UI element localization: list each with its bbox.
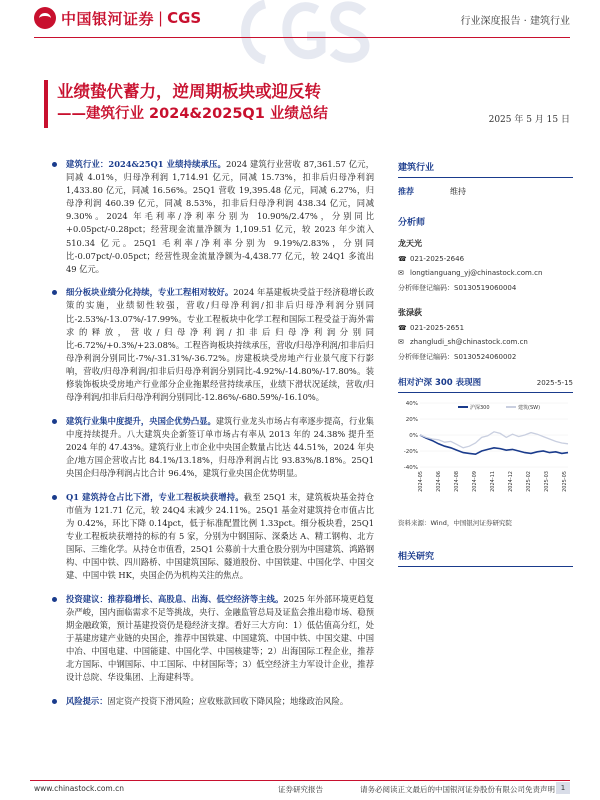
title-block xyxy=(57,80,328,126)
bullet-icon xyxy=(52,699,57,704)
paragraph-lead: 建筑行业集中度提升，央国企优势凸显。 xyxy=(66,415,216,426)
paragraph-investment xyxy=(52,593,374,685)
analyst-email[interactable]: longtianguang_yj@chinastock.com.cn xyxy=(410,269,543,277)
chart-xtick-label: 2025-02 xyxy=(526,471,532,492)
chart-xtick-label: 2024-06 xyxy=(436,471,442,492)
analyst-phone: 021-2025-2646 xyxy=(410,255,465,263)
email-icon: ✉ xyxy=(398,269,404,277)
chart-legend-label: 沪深300 xyxy=(470,405,490,411)
analyst-name: 龙天光 xyxy=(398,239,422,248)
analyst-license: 分析师登记编码：S0130519060004 xyxy=(398,284,517,292)
industry-heading: 建筑行业 xyxy=(398,160,573,178)
report-date: 2025 年 5 月 15 日 xyxy=(488,115,570,125)
page-title: 业绩蛰伏蓄力，逆周期板块或迎反转 xyxy=(57,82,321,101)
chart-xtick-label: 2024-12 xyxy=(508,471,514,492)
header-divider xyxy=(34,37,570,38)
phone-icon: ☎ xyxy=(398,255,407,263)
title-accent-bar xyxy=(44,80,48,128)
paragraph-body: 2024 建筑行业营收 87,361.57 亿元，同减 4.01%，归母净利润 1,714.91 亿元，同减 15.73%，扣非后归母净利润 1,433.80 亿元，同减 16.56%。25Q1 营收 19,395.48 亿元，同减 6.27%，归母净利润 460.39 亿元，同减 8.53%，扣非后归母净利润 438.34 亿元，同减 9.30%。2024 年毛利率/净利率分别为 10.90%/2.47%，分别同比+0.05pct/-0.28pct；经营现金流量净额为 1,109.51 亿元，较 2023 年少流入 510.34 亿元。25Q1 毛利率/净利率分别为 9.19%/2.83%，分别同比-0.07pct/-0.05pct；经营性现金流量净额为-4,438.77 亿元，较 24Q1 多流出 49 亿元。 xyxy=(66,159,374,274)
chart-ytick-label: 40% xyxy=(405,401,418,407)
company-logo xyxy=(34,7,201,29)
page-header xyxy=(0,0,600,40)
related-research-heading: 相关研究 xyxy=(398,549,573,567)
footer-disclaimer: 请务必阅读正文最后的中国银河证券股份有限公司免责声明 xyxy=(360,785,555,794)
rating-row xyxy=(398,186,573,197)
paragraph-body: 截至 25Q1 末，建筑板块基金持仓市值为 121.71 亿元，较 24Q4 末减少 24.11%。25Q1 基金对建筑持仓市值占比为 0.42%，环比下降 0.14pct，低于标准配置比例 1.33pct。细分板块看，25Q1 专业工程板块获增持的标的有 5 家，分别为中钢国际、深桑达 A、精工钢构、北方国际、三维化学。从持仓市值看，25Q1 公募前十大重仓股分别为中国建筑、鸿路钢构、中国中铁、四川路桥、中国建筑国际、隧道股份、中国铁建、中国化学、中国交建、中国中铁 HK，央国企仍为机构关注的焦点。 xyxy=(66,491,374,581)
footer-website[interactable]: www.chinastock.com.cn xyxy=(34,784,124,793)
email-icon: ✉ xyxy=(398,338,404,346)
performance-chart xyxy=(398,397,573,512)
page-subtitle: ——建筑行业 2024&2025Q1 业绩总结 xyxy=(57,106,328,122)
bullet-icon xyxy=(52,495,57,500)
page-number: 1 xyxy=(556,782,570,794)
sidebar xyxy=(398,160,573,567)
analyst-card xyxy=(398,307,573,362)
footer-divider xyxy=(30,780,570,781)
paragraph-industry xyxy=(52,158,374,276)
chart-xtick-label: 2025-03 xyxy=(544,471,550,492)
chart-date: 2025-5-15 xyxy=(536,379,573,387)
chart-xtick-label: 2024-09 xyxy=(472,471,478,492)
chart-source: 资料来源：Wind，中国银河证券研究院 xyxy=(398,519,512,527)
paragraph-body: 建筑行业龙头市场占有率逐步提高，行业集中度持续提升。八大建筑央企新签订单市场占有率从 2013 年的 24.38% 提升至 2024 年的 47.43%。建筑行业上市企业中央国企数量占比达 44.51%，2024 年央企/地方国企营收占比 84.1%/13.18%，归母净利润占比 93.83%/8.18%。25Q1 央国企归母净利润占比合计 96.4%，建筑行业央国企优势明显。 xyxy=(66,415,374,479)
paragraph-risk xyxy=(52,695,374,708)
paragraph-holdings xyxy=(52,491,374,583)
analyst-card xyxy=(398,238,573,293)
watermark-icon xyxy=(225,0,375,64)
logo-separator: | xyxy=(158,9,164,27)
chart-xtick-label: 2024-05 xyxy=(418,471,424,492)
phone-icon: ☎ xyxy=(398,324,407,332)
footer-center: 证券研究报告 xyxy=(278,785,323,794)
bullet-icon xyxy=(52,419,57,424)
paragraph-body: 固定资产投资下滑风险；应收账款回收下降风险；地缘政治风险。 xyxy=(107,695,349,706)
paragraph-body: 2024 年基建板块受益于经济稳增长政策的实施，业绩韧性较强，营收/归母净利润/扣非后归母净利润分别同比-2.53%/-13.07%/-17.99%。专业工程板块中化学工程和国际工程受益于海外需求的释放，营收/归母净利润/扣非后归母净利润分别同比-6.72%/+0.3%/+23.08%。工程咨询板块持续承压，营收/归母净利润/扣非后归母净利润分别同比-7%/-31.31%/-36.72%。房建板块受房地产行业景气度下行影响，营收/归母净利润/扣非后归母净利润分别同比-4.92%/-14.80%/-17.80%。装修装饰板块受房地产行业部分企业拖累经营持续承压，业绩下滑状况延续，营收/归母净利润/扣非后归母净利润分别同比-12.86%/-680.59%/-16.10%。 xyxy=(66,287,374,403)
analyst-name: 张渌荻 xyxy=(398,308,422,317)
rating-label: 推荐 xyxy=(398,187,414,196)
chart-ytick-label: -40% xyxy=(403,465,418,471)
logo-icon xyxy=(34,7,56,29)
paragraph-lead: 投资建议：推荐稳增长、高股息、出海、低空经济等主线。 xyxy=(66,593,284,604)
paragraph-body: 2025 年外部环境更趋复杂严峻，国内面临需求不足等挑战，央行、金融监管总局及证监会推出稳市场、稳预期金融政策，预计基建投资仍是稳经济支撑。看好三大方向：1）低估值高分红，处于基建房建产业链的央国企，推荐中国铁建、中国建筑、中国中铁、中国交建、中国中冶、中国电建、中国能建、中国化学、中国核建等；2）出海国际工程企业，推荐北方国际、中钢国际、中工国际、中材国际等；3）低空经济主力军设计企业，推荐设计总院、华设集团、上海建科等。 xyxy=(66,593,374,683)
paragraph-lead: 细分板块业绩分化持续，专业工程相对较好。 xyxy=(66,287,234,298)
paragraph-lead: 建筑行业：2024&25Q1 业绩持续承压。 xyxy=(66,159,227,169)
chart-xtick-label: 2025-05 xyxy=(562,471,568,492)
chart-ytick-label: -20% xyxy=(403,449,418,455)
paragraph-segments xyxy=(52,286,374,404)
paragraph-lead: 风险提示： xyxy=(66,695,108,706)
logo-text: 中国银河证券 xyxy=(61,9,155,28)
paragraph-lead: Q1 建筑持仓占比下滑，专业工程板块获增持。 xyxy=(66,491,244,502)
chart-ytick-label: 20% xyxy=(405,417,418,423)
bullet-icon xyxy=(52,290,57,295)
chart-legend-label: 建筑(SW) xyxy=(518,405,541,411)
rating-value: 维持 xyxy=(450,187,466,196)
bullet-icon xyxy=(52,162,57,167)
analyst-heading: 分析师 xyxy=(398,218,426,228)
analyst-phone: 021-2025-2651 xyxy=(410,324,465,332)
chart-header xyxy=(398,376,573,393)
analyst-email[interactable]: zhangludi_sh@chinastock.com.cn xyxy=(410,338,528,346)
logo-cgs: CGS xyxy=(167,9,202,27)
chart-xtick-label: 2024-11 xyxy=(490,471,496,492)
analyst-license: 分析师登记编码：S0130524060002 xyxy=(398,353,517,361)
chart-ytick-label: 0% xyxy=(409,433,418,439)
report-type: 行业深度报告 · 建筑行业 xyxy=(460,16,570,27)
bullet-icon xyxy=(52,597,57,602)
chart-title: 相对沪深 300 表现图 xyxy=(398,378,482,388)
chart-xtick-label: 2024-08 xyxy=(454,471,460,492)
main-content xyxy=(52,158,374,719)
paragraph-concentration xyxy=(52,415,374,480)
